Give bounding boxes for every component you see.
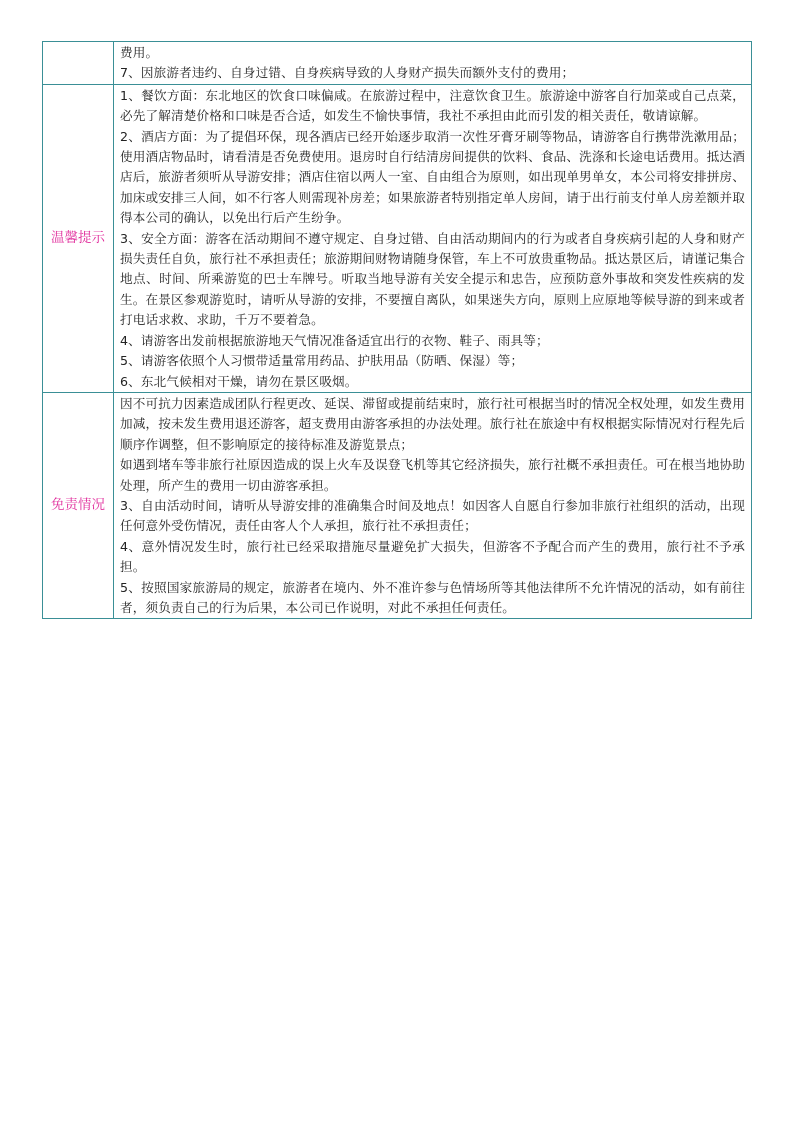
row-content-disclaimer [114,392,752,618]
row-content-fee [114,42,752,85]
content-line: 6、东北气候相对干燥，请勿在景区吸烟。 [120,373,358,389]
content-line: 7、因旅游者违约、自身过错、自身疾病导致的人身财产损失而额外支付的费用； [120,65,575,81]
row-label-disclaimer: 免责情况 [43,392,114,618]
content-line: 4、意外情况发生时，旅行社已经采取措施尽量避免扩大损失，但游客不予配合而产生的费用，旅行社不予承担。 [120,538,745,575]
content-line: 3、自由活动时间，请听从导游安排的准确集合时间及地点！如因客人自愿自行参加非旅行社组织的活动，出现任何意外受伤情况，责任由客人个人承担，旅行社不承担责任； [120,497,745,534]
content-line: 因不可抗力因素造成团队行程更改、延误、滞留或提前结束时，旅行社可根据当时的情况全权处理，如发生费用加减，按未发生费用退还游客，超支费用由游客承担的办法处理。旅行社在旅途中有权根据实际情况对行程先后顺序作调整，但不影响原定的接待标准及游览景点； [120,395,745,452]
content-line: 如遇到堵车等非旅行社原因造成的误上火车及误登飞机等其它经济损失，旅行社概不承担责任。可在根当地协助处理，所产生的费用一切由游客承担。 [120,457,745,493]
table-row-tips [43,84,752,392]
content-line: 费用。 [120,45,159,60]
table-row-disclaimer [43,392,752,618]
row-content-tips [114,84,752,392]
content-line: 5、按照国家旅游局的规定，旅游者在境内、外不准许参与色情场所等其他法律所不允许情况的活动，如有前往者，须负责自己的行为后果，本公司已作说明，对此不承担任何责任。 [120,579,745,615]
content-line: 5、请游客依照个人习惯带适量常用药品、护肤用品（防晒、保湿）等； [120,353,524,369]
row-label-empty [43,42,114,85]
table-row-fee-continued [43,42,752,85]
content-line: 2、酒店方面：为了提倡环保，现各酒店已经开始逐步取消一次性牙膏牙刷等物品，请游客自行携带洗漱用品；使用酒店物品时，请看清是否免费使用。退房时自行结清房间提供的饮料、食品、洗涤和长途电话费用。抵达酒店后，旅游者须听从导游安排；酒店住宿以两人一室、自由组合为原则，如出现单男单女，本公司将安排拼房、加床或安排三人间，如不行客人则需现补房差；如果旅游者特别指定单人房间，请于出行前支付单人房差额并取得本公司的确认，以免出行后产生纷争。 [120,128,745,226]
row-label-tips: 温馨提示 [43,84,114,392]
content-line: 4、请游客出发前根据旅游地天气情况准备适宜出行的衣物、鞋子、雨具等； [120,332,549,348]
content-line: 3、安全方面：游客在活动期间不遵守规定、自身过错、自由活动期间内的行为或者自身疾病引起的人身和财产损失责任自负，旅行社不承担责任；旅游期间财物请随身保管，车上不可放贵重物品。抵达景区后，请谨记集合地点、时间、所乘游览的巴士车牌号。听取当地导游有关安全提示和忠告，应预防意外事故和突发性疾病的发生。在景区参观游览时，请听从导游的安排，不要擅自离队，如果迷失方向，原则上应原地等候导游的到来或者打电话求救、求助，千万不要着急。 [120,230,745,328]
info-table [42,41,752,619]
content-line: 1、餐饮方面：东北地区的饮食口味偏咸。在旅游过程中，注意饮食卫生。旅游途中游客自行加菜或自己点菜，必先了解清楚价格和口味是否合适，如发生不愉快事情，我社不承担由此而引发的相关责任，敬请谅解。 [120,87,745,124]
